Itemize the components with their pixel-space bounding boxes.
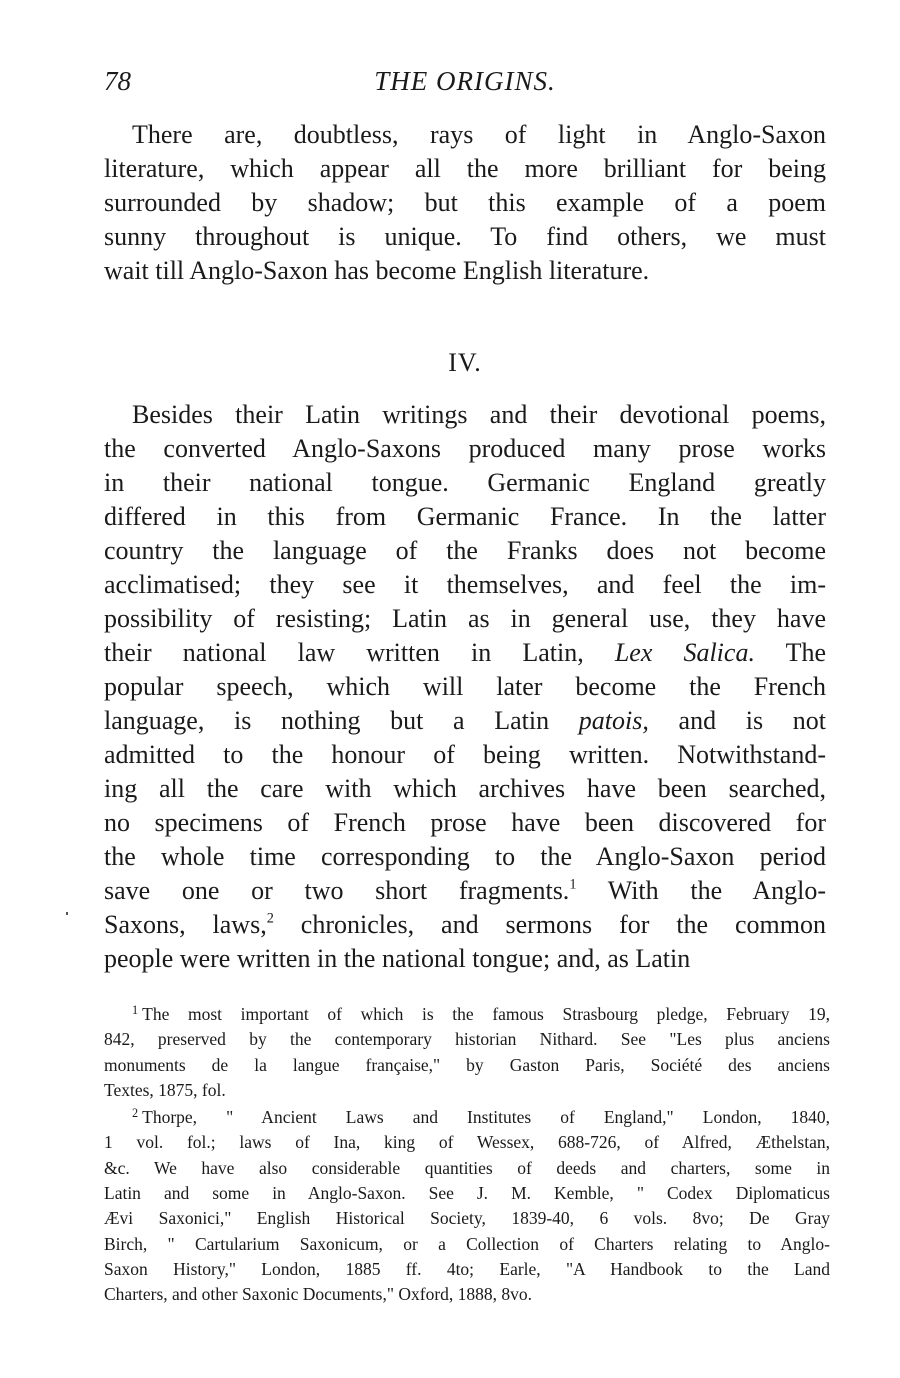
text-line: differed in this from Germanic France. In the latter (104, 502, 826, 531)
footnote-text: The most important of which is the famous Strasbourg pledge, February 19, (142, 1004, 830, 1024)
line-segment: language, is nothing but a Latin (104, 706, 550, 735)
text-line: literature, which appear all the more brilliant for being (104, 154, 826, 183)
text-line: the whole time corresponding to the Anglo-Saxon period (104, 842, 826, 871)
text-line (104, 636, 826, 670)
line-segment: The (785, 638, 827, 667)
footnote-line (104, 1105, 830, 1130)
line-segment: Saxons, laws, (104, 910, 267, 939)
italic-title-lex-salica: Lex Salica. (614, 638, 755, 667)
footnote-line: 1 vol. fol.; laws of Ina, king of Wessex, 688-726, of Alfred, Æthelstan, (104, 1132, 830, 1153)
page-number: 78 (104, 66, 131, 96)
footnote-line: Ævi Saxonici," English Historical Society, 1839-40, 6 vols. 8vo; De Gray (104, 1208, 830, 1229)
footnote-line: monuments de la langue française," by Gaston Paris, Société des anciens (104, 1054, 830, 1075)
text-line: Besides their Latin writings and their devotional poems, (132, 400, 826, 429)
line-segment: their national law written in Latin, (104, 638, 584, 667)
footnote-line: Birch, " Cartularium Saxonicum, or a Collection of Charters relating to Anglo- (104, 1233, 830, 1254)
section-heading: IV. (448, 348, 482, 377)
running-head (104, 64, 826, 98)
italic-word-patois: patois, (578, 706, 649, 735)
text-line (104, 908, 826, 942)
text-line (104, 704, 826, 738)
text-line: possibility of resisting; Latin as in general use, they have (104, 604, 826, 633)
running-title: THE ORIGINS. (374, 66, 556, 96)
footnote-line: Charters, and other Saxonic Documents," Oxford, 1888, 8vo. (104, 1284, 533, 1305)
footnote-line: Saxon History," London, 1885 ff. 4to; Earle, "A Handbook to the Land (104, 1258, 830, 1279)
text-line: There are, doubtless, rays of light in Anglo-Saxon (132, 120, 826, 149)
footnotes (104, 1002, 830, 1308)
footnote-ref-1[interactable]: 1 (569, 876, 577, 893)
line-segment: With the Anglo- (607, 876, 827, 905)
text-line: no specimens of French prose have been discovered for (104, 808, 826, 837)
text-line: admitted to the honour of being written. Notwithstand- (104, 740, 826, 769)
text-line: sunny throughout is unique. To find others, we must (104, 222, 826, 251)
text-line: popular speech, which will later become the French (104, 672, 826, 701)
footnote-ref-2[interactable]: 2 (266, 910, 274, 927)
paragraph-1 (104, 118, 826, 288)
footnote-marker: 1 (132, 1002, 139, 1017)
text-line: acclimatised; they see it themselves, and feel the im- (104, 570, 826, 599)
text-line: wait till Anglo-Saxon has become English literature. (104, 256, 650, 285)
footnote-line: Latin and some in Anglo-Saxon. See J. M. Kemble, " Codex Diplomaticus (104, 1183, 830, 1204)
paragraph-2 (104, 398, 826, 976)
footnote-2 (104, 1105, 830, 1307)
footnote-line (104, 1002, 830, 1027)
text-line: country the language of the Franks does not become (104, 536, 826, 565)
text-line: people were written in the national tongue; and, as Latin (104, 944, 691, 973)
footnote-line: 842, preserved by the contemporary historian Nithard. See "Les plus anciens (104, 1029, 830, 1050)
print-speck (66, 912, 68, 915)
text-line: ing all the care with which archives have been searched, (104, 774, 826, 803)
footnote-line: Textes, 1875, fol. (104, 1079, 226, 1100)
footnote-line: &c. We have also considerable quantities of deeds and charters, some in (104, 1157, 830, 1178)
footnote-text: Thorpe, " Ancient Laws and Institutes of England," London, 1840, (142, 1107, 830, 1128)
line-segment: save one or two short fragments. (104, 876, 570, 905)
text-line: the converted Anglo-Saxons produced many prose works (104, 434, 826, 463)
text-line (104, 874, 826, 908)
line-segment: chronicles, and sermons for the common (300, 910, 826, 939)
footnote-marker: 2 (132, 1106, 139, 1121)
line-segment: and is not (678, 706, 826, 735)
text-line: in their national tongue. Germanic England greatly (104, 468, 826, 497)
text-line: surrounded by shadow; but this example of a poem (104, 188, 826, 217)
footnote-1 (104, 1002, 830, 1103)
